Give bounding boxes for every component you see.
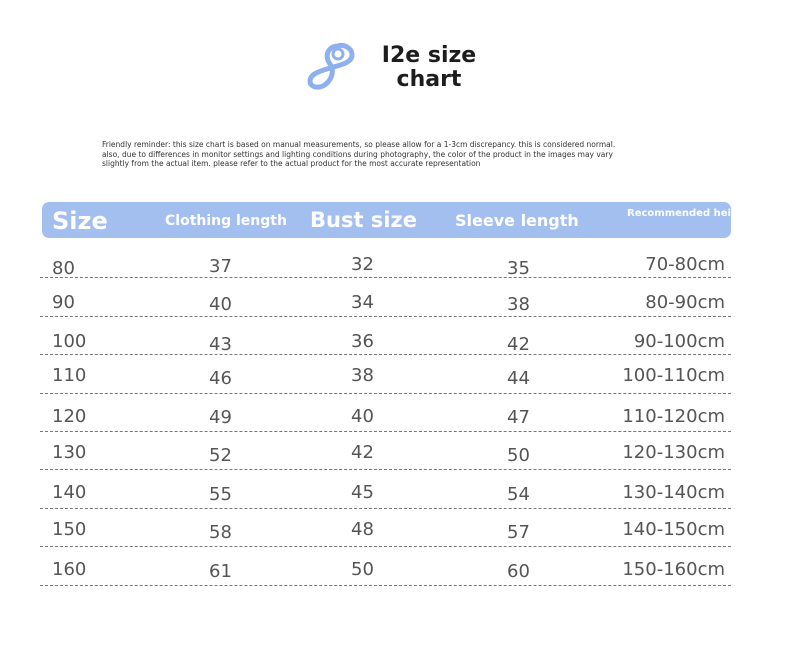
cell-recommended-height: 140-150cm: [622, 518, 725, 540]
cell-sleeve-length: 54: [507, 484, 530, 506]
cell-sleeve-length: 57: [507, 521, 530, 543]
cell-clothing-length: 46: [209, 368, 232, 390]
cell-sleeve-length: 60: [507, 561, 530, 583]
cell-sleeve-length: 38: [507, 294, 530, 316]
cell-sleeve-length: 44: [507, 368, 530, 390]
table-row: [40, 432, 731, 470]
cell-recommended-height: 130-140cm: [622, 482, 725, 504]
cell-clothing-length: 58: [209, 521, 232, 543]
cell-bust-size: 38: [351, 365, 374, 387]
table-row: [40, 509, 731, 547]
cell-bust-size: 42: [351, 441, 374, 463]
table-header: [42, 202, 750, 238]
cell-sleeve-length: 50: [507, 444, 530, 466]
cell-size: 120: [52, 405, 87, 427]
cell-bust-size: 36: [351, 330, 374, 352]
cell-bust-size: 32: [351, 254, 374, 275]
reminder-line: Friendly reminder: this size chart is based on manual measurements, so please allow for a 1-3cm discrepancy. this is considered normal.: [102, 140, 616, 149]
cell-recommended-height: 150-160cm: [622, 559, 725, 581]
header-clothing-length: Clothing length: [165, 213, 287, 229]
cell-clothing-length: 55: [209, 484, 232, 506]
page-header: [300, 38, 484, 98]
cell-bust-size: 40: [351, 405, 374, 427]
cell-bust-size: 45: [351, 482, 374, 504]
cell-clothing-length: 61: [209, 561, 232, 583]
table-row: [40, 240, 731, 278]
table-row: [40, 470, 731, 508]
table-row: [40, 278, 731, 316]
cell-recommended-height: 70-80cm: [645, 254, 725, 275]
table-row: [40, 547, 731, 585]
cell-size: 140: [52, 482, 87, 504]
cell-sleeve-length: 47: [507, 406, 530, 428]
table-row: [40, 355, 731, 393]
cell-recommended-height: 120-130cm: [622, 441, 725, 463]
header-sleeve-length: Sleeve length: [455, 211, 579, 230]
infinity-swirl-icon: [300, 38, 360, 98]
header-bust-size: Bust size: [310, 208, 417, 232]
cell-sleeve-length: 42: [507, 333, 530, 355]
size-table-body: [40, 240, 731, 586]
table-row: [40, 394, 731, 432]
cell-recommended-height: 80-90cm: [645, 292, 725, 314]
cell-size: 90: [52, 292, 75, 314]
cell-bust-size: 50: [351, 559, 374, 581]
cell-clothing-length: 43: [209, 333, 232, 355]
cell-recommended-height: 90-100cm: [633, 330, 725, 352]
cell-size: 130: [52, 441, 87, 463]
cell-clothing-length: 37: [209, 256, 232, 277]
cell-clothing-length: 40: [209, 294, 232, 316]
header-recommended-height: Recommended height: [627, 208, 750, 219]
cell-bust-size: 48: [351, 518, 374, 540]
cell-size: 150: [52, 518, 87, 540]
cell-clothing-length: 52: [209, 444, 232, 466]
friendly-reminder: [102, 140, 722, 169]
cell-size: 160: [52, 559, 87, 581]
cell-size: 80: [52, 258, 75, 279]
header-size: Size: [52, 207, 108, 235]
cell-bust-size: 34: [351, 292, 374, 314]
table-row: [40, 317, 731, 355]
cell-sleeve-length: 35: [507, 258, 530, 279]
cell-clothing-length: 49: [209, 406, 232, 428]
page-title: I2e size chart: [381, 43, 477, 92]
reminder-line: slightly from the actual item. please refer to the actual product for the most accurate representation: [102, 159, 481, 168]
cell-size: 110: [52, 365, 87, 387]
cell-recommended-height: 110-120cm: [622, 405, 725, 427]
cell-size: 100: [52, 330, 87, 352]
reminder-line: also, due to differences in monitor settings and lighting conditions during photography, the color of the product in the images may vary: [102, 149, 613, 159]
cell-recommended-height: 100-110cm: [622, 365, 725, 387]
